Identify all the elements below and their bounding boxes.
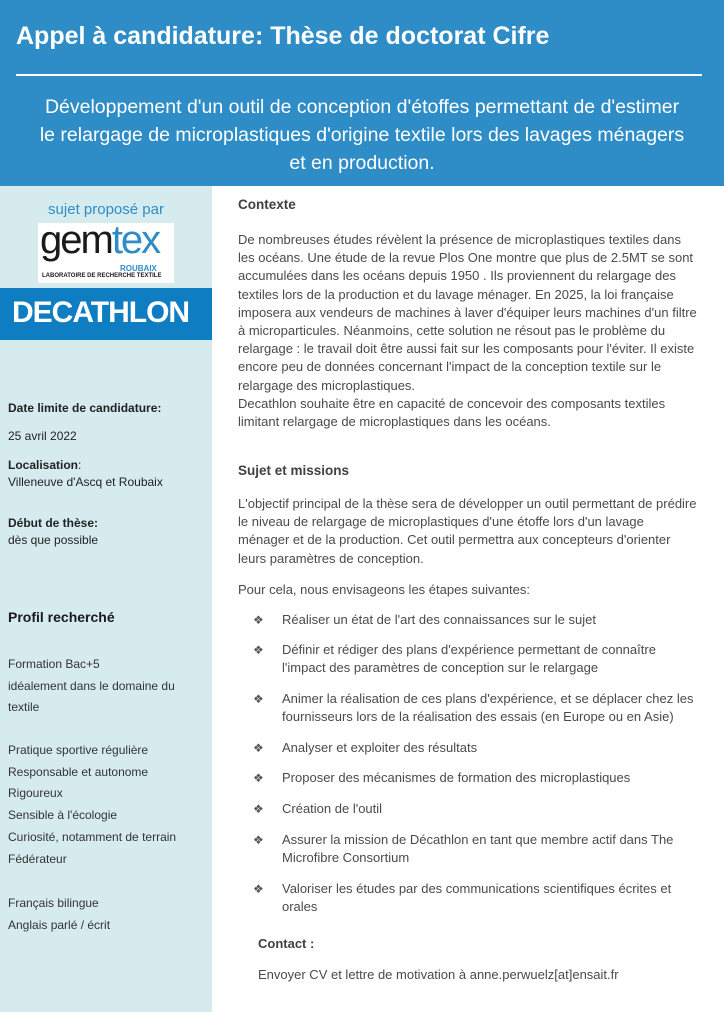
context-line: à microparticules. Néanmoins, cette solution ne résout pas le problème du	[238, 323, 666, 339]
step-item	[253, 739, 703, 757]
education-line: idéalement dans le domaine du	[8, 678, 175, 693]
context-line: textiles lors de la production et du lavage ménager. En 2025, la loi française	[238, 286, 674, 302]
missions-line: L'objectif principal de la thèse sera de développer un outil permettant de prédire	[238, 496, 697, 511]
language-item: Français bilingue	[8, 896, 99, 910]
profile-heading: Profil recherché	[8, 609, 115, 625]
gemtex-lab: LABORATOIRE DE RECHERCHE TEXTILE	[42, 273, 162, 279]
step-item	[253, 769, 703, 787]
diamond-bullet-icon: ❖	[253, 833, 264, 847]
missions-line: le niveau de relargage de microplastiques d'une étoffe lors d'un lavage	[238, 514, 644, 530]
gemtex-word-b: tex	[111, 218, 160, 262]
context-line: accumulées dans les océans depuis 1950 . Ils proviennent du relargage des	[238, 268, 676, 284]
location-value: Villeneuve d'Ascq et Roubaix	[8, 475, 163, 489]
context-line: limitant relargage de microplastiques dans les océans.	[238, 414, 551, 430]
step-item	[253, 611, 703, 629]
proposed-by-label: sujet proposé par	[48, 201, 164, 218]
diamond-bullet-icon: ❖	[253, 643, 264, 657]
missions-heading: Sujet et missions	[238, 463, 350, 478]
header-divider	[16, 74, 702, 76]
contact-text: Envoyer CV et lettre de motivation à anne.perwuelz[at]ensait.fr	[258, 967, 619, 982]
quality-item: Pratique sportive régulière	[8, 743, 149, 757]
step-line: Microfibre Consortium	[282, 850, 410, 865]
diamond-bullet-icon: ❖	[253, 741, 264, 755]
education-line: Formation Bac+5	[8, 657, 100, 671]
gemtex-city: ROUBAIX	[120, 264, 157, 273]
diamond-bullet-icon: ❖	[253, 613, 264, 627]
languages-list	[8, 893, 110, 936]
location-block	[8, 457, 163, 491]
education-list	[8, 654, 175, 719]
context-line: encore peu de données concernant l'impact de la conception textile sur le	[238, 359, 662, 375]
diamond-bullet-icon: ❖	[253, 771, 264, 785]
step-line: fournisseurs lors de la réalisation des essais (en Europe ou en Asie)	[282, 709, 674, 724]
diamond-bullet-icon: ❖	[253, 802, 264, 816]
step-line: Analyser et exploiter des résultats	[282, 740, 478, 755]
step-item	[253, 880, 703, 916]
quality-item: Rigoureux	[8, 786, 63, 801]
language-item: Anglais parlé / écrit	[8, 917, 111, 932]
page-title: Appel à candidature: Thèse de doctorat Cifre	[16, 22, 550, 50]
context-line: relargage : le travail doit être aussi fait sur les composants pour l'éviter. Il existe	[238, 341, 695, 357]
subtitle-line: Développement d'un outil de conception d'étoffes permettant de d'estimer	[44, 96, 680, 118]
contact-heading: Contact :	[258, 936, 315, 951]
deadline-label: Date limite de candidature:	[8, 401, 162, 415]
gemtex-wordmark	[40, 218, 159, 263]
gemtex-word-a: gem	[40, 218, 112, 262]
step-line: l'impact des paramètres de conception sur le relargage	[282, 660, 599, 675]
deadline-value: 25 avril 2022	[8, 429, 77, 443]
context-paragraph	[238, 231, 698, 431]
page-subtitle	[0, 93, 724, 177]
context-line: imposera aux vendeurs de machines à laver d'équiper leurs machines d'un filtre	[238, 304, 697, 320]
step-line: Réaliser un état de l'art des connaissances sur le sujet	[282, 612, 596, 627]
subtitle-line: le relargage de microplastiques d'origine textile lors des lavages ménagers	[39, 124, 685, 146]
decathlon-logo	[0, 288, 212, 340]
missions-line: leurs paramètres de conception.	[238, 550, 424, 566]
step-item	[253, 831, 703, 867]
subtitle-line: et en production.	[289, 152, 435, 174]
step-line: Proposer des mécanismes de formation des microplastiques	[282, 770, 631, 785]
context-line: Decathlon souhaite être en capacité de concevoir des composants textiles	[238, 395, 666, 411]
quality-item: Curiosité, notamment de terrain	[8, 829, 177, 844]
steps-intro: Pour cela, nous envisageons les étapes suivantes:	[238, 582, 530, 597]
diamond-bullet-icon: ❖	[253, 692, 264, 706]
diamond-bullet-icon: ❖	[253, 882, 264, 896]
step-line: Assurer la mission de Décathlon en tant que membre actif dans The	[282, 832, 674, 847]
step-line: Définir et rédiger des plans d'expérience permettant de connaître	[282, 642, 656, 657]
context-line: De nombreuses études révèlent la présence de microplastiques textiles dans	[238, 232, 681, 247]
step-item	[253, 800, 703, 818]
context-heading: Contexte	[238, 197, 296, 212]
missions-line: ménager et de la production. Cet outil permettra aux concepteurs d'orienter	[238, 532, 671, 548]
location-label: Localisation	[8, 458, 79, 472]
step-line: Animer la réalisation de ces plans d'expérience, et se déplacer chez les	[282, 691, 694, 706]
quality-item: Responsable et autonome	[8, 764, 149, 779]
qualities-list	[8, 740, 176, 870]
step-item	[253, 690, 703, 726]
education-line: textile	[8, 700, 40, 715]
context-line: relargage des microplastiques.	[238, 377, 416, 393]
step-line: Création de l'outil	[282, 801, 383, 816]
start-block	[8, 515, 98, 549]
start-value: dès que possible	[8, 533, 99, 547]
gemtex-logo	[38, 218, 174, 283]
missions-paragraph	[238, 495, 698, 568]
location-colon: :	[78, 458, 82, 472]
quality-item: Sensible à l'écologie	[8, 808, 118, 823]
start-label: Début de thèse:	[8, 516, 99, 530]
context-line: les océans. Une étude de la revue Plos One montre que plus de 2.5MT se sont	[238, 250, 694, 266]
decathlon-wordmark: DECATHLON	[12, 296, 190, 329]
step-line: orales	[282, 899, 318, 914]
step-line: Valoriser les études par des communications scientifiques écrites et	[282, 881, 672, 896]
quality-item: Fédérateur	[8, 851, 67, 866]
step-item	[253, 641, 703, 677]
